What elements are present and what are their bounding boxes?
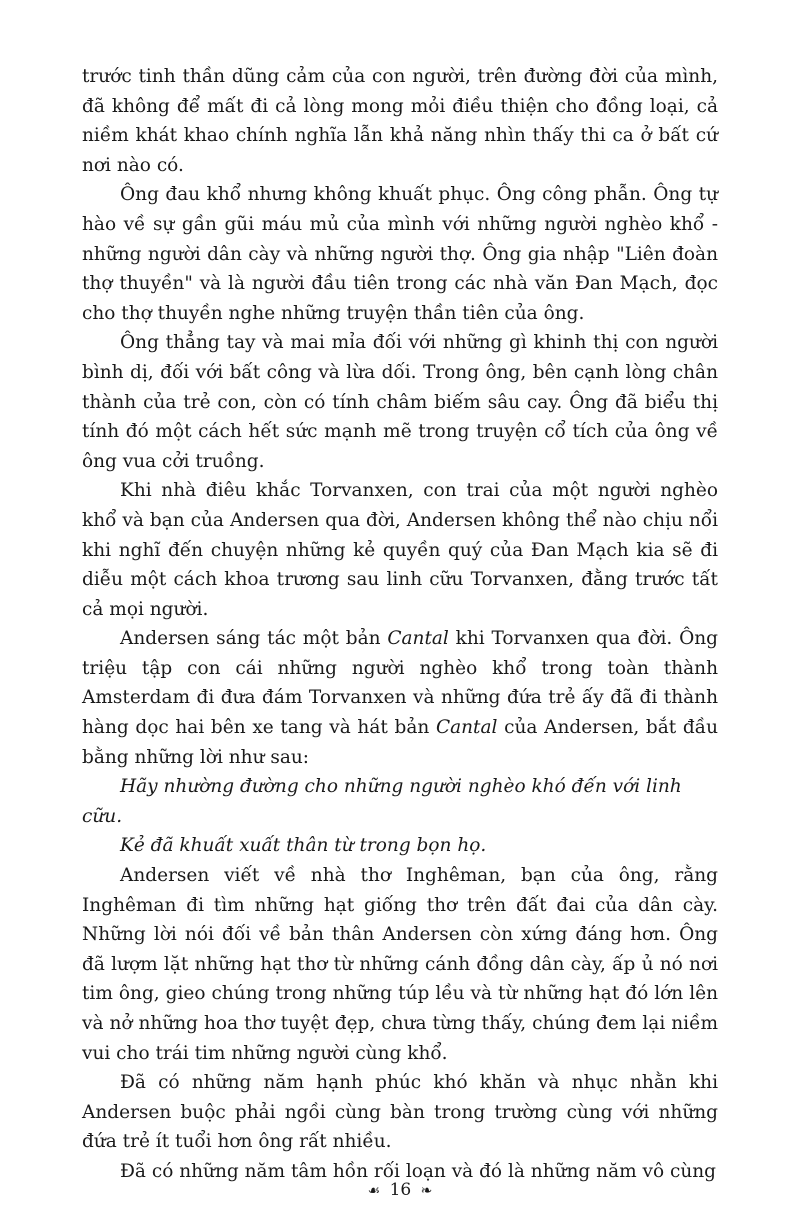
paragraph-3: Ông thẳng tay và mai mỉa đối với những gì khinh thị con người bình dị, đối với bất công và lừa dối. Trong ông, bên cạnh lòng chân thành của trẻ con, còn có tính châm biếm sâu cay. Ông đã biểu thị tính đó một cách hết sức mạnh mẽ trong truyện cổ tích của ông về ông vua cởi truồng. [82, 332, 718, 472]
paragraph-2: Ông đau khổ nhưng không khuất phục. Ông công phẫn. Ông tự hào về sự gần gũi máu mủ của mình với những người nghèo khổ - những người dân cày và những người thợ. Ông gia nhập "Liên đoàn thợ thuyền" và là người đầu tiên trong các nhà văn Đan Mạch, đọc cho thợ thuyền nghe những truyện thần tiên của ông. [82, 184, 718, 324]
ornament-left-icon: ☙ [367, 1183, 381, 1199]
page-body [82, 62, 718, 1187]
ornament-right-icon: ❧ [420, 1183, 433, 1199]
paragraph-5-text-b: khi Torvanxen qua đời. Ông triệu tập con cái những người nghèo khổ trong toàn thành Amsterdam đi đưa đám Torvanxen và những đứa trẻ ấy đã đi thành hàng dọc hai bên xe tang và hát bản [82, 628, 718, 739]
paragraph-5-text-a: Andersen sáng tác một bản [120, 628, 388, 650]
verse-line-2: Kẻ đã khuất xuất thân từ trong bọn họ. [120, 835, 487, 857]
cantal-title-1: Cantal [387, 628, 449, 650]
paragraph-1: trước tinh thần dũng cảm của con người, trên đường đời của mình, đã không để mất đi cả lòng mong mỏi điều thiện cho đồng loại, cả niềm khát khao chính nghĩa lẫn khả năng nhìn thấy thi ca ở bất cứ nơi nào có. [82, 66, 718, 176]
paragraph-5-text-c: của Andersen, bắt đầu bằng những lời như sau: [82, 717, 718, 768]
paragraph-6: Andersen viết về nhà thơ Inghêman, bạn của ông, rằng Inghêman đi tìm những hạt giống thơ trên đất đai của dân cày. Những lời nói đối về bản thân Andersen còn xứng đáng hơn. Ông đã lượm lặt những hạt thơ từ những cánh đồng dân cày, ấp ủ nó nơi tim ông, gieo chúng trong những túp lều và từ những hạt đó lớn lên và nở những hoa thơ tuyệt đẹp, chưa từng thấy, chúng đem lại niềm vui cho trái tim những người cùng khổ. [82, 865, 718, 1064]
paragraph-5 [82, 624, 718, 772]
cantal-title-2: Cantal [435, 717, 498, 739]
page-number: 16 [389, 1180, 412, 1200]
paragraph-8: Đã có những năm tâm hồn rối loạn và đó là những năm vô cùng [120, 1160, 717, 1182]
verse-line-1: Hãy nhường đường cho những người nghèo khó đến với linh cữu. [82, 776, 682, 827]
paragraph-4: Khi nhà điêu khắc Torvanxen, con trai của một người nghèo khổ và bạn của Andersen qua đời, Andersen không thể nào chịu nổi khi nghĩ đến chuyện những kẻ quyền quý của Đan Mạch kia sẽ đi diễu một cách khoa trương sau linh cữu Torvanxen, đằng trước tất cả mọi người. [82, 480, 718, 620]
paragraph-7: Đã có những năm hạnh phúc khó khăn và nhục nhằn khi Andersen buộc phải ngồi cùng bàn trong trường cùng với những đứa trẻ ít tuổi hơn ông rất nhiều. [82, 1072, 718, 1153]
page-footer [0, 1180, 800, 1200]
